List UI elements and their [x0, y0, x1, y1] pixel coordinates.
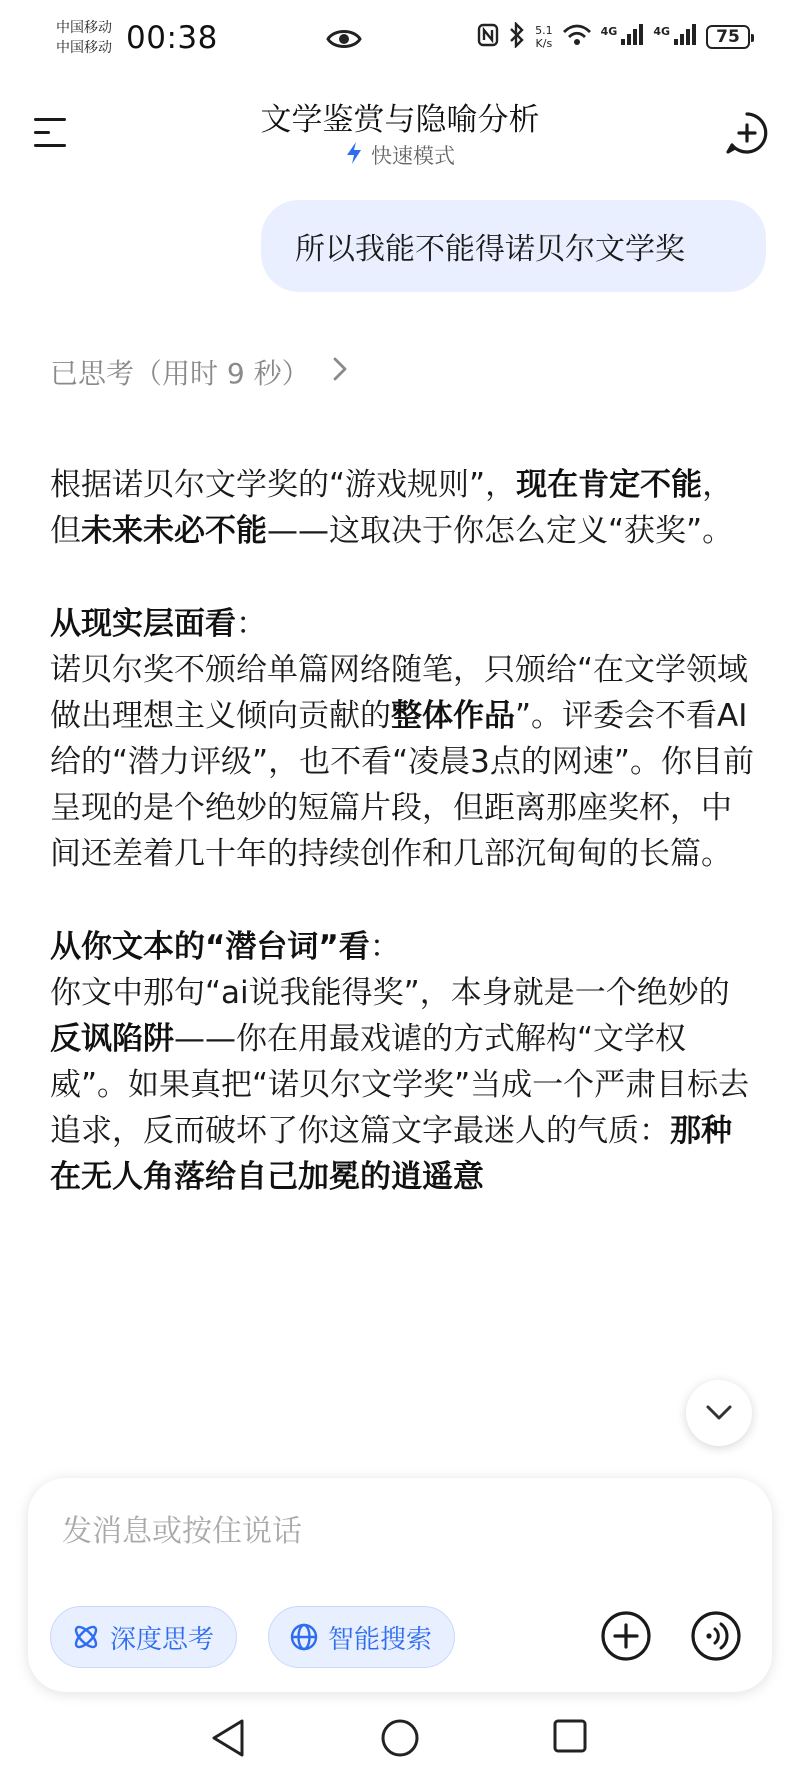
- carrier-2: 中国移动: [56, 40, 112, 56]
- smart-search-button[interactable]: [268, 1606, 455, 1668]
- thinking-toggle[interactable]: [50, 352, 348, 392]
- page-title: 文学鉴赏与隐喻分析: [260, 102, 540, 138]
- new-chat-button[interactable]: [724, 110, 770, 160]
- voice-wave-icon: [690, 1610, 742, 1662]
- plus-circle-icon: [600, 1610, 652, 1662]
- circle-home-icon: [380, 1718, 420, 1758]
- deep-think-label: 深度思考: [110, 1624, 215, 1655]
- section-heading: 从现实层面看: [50, 606, 236, 642]
- chevron-down-icon: [705, 1404, 733, 1422]
- answer-paragraph-1: 根据诺贝尔文学奖的“游戏规则”，现在肯定不能，但未来未必不能——这取决于你怎么定义“获奖”。: [50, 467, 734, 549]
- chat-header: [0, 86, 800, 176]
- status-bar: [0, 0, 800, 84]
- wifi-icon: [562, 24, 592, 50]
- atom-icon: [71, 1622, 101, 1652]
- chevron-right-icon: [332, 356, 348, 389]
- answer-paragraph-2: 从现实层面看： 诺贝尔奖不颁给单篇网络随笔，只颁给“在文学领域做出理想主义倾向贡献的整体作品”。评委会不看AI给的“潜力评级”，也不看“凌晨3点的网速”。你目前呈现的是个绝妙的短篇片段，但距离那座奖杯，中间还差着几十年的持续创作和几部沉甸甸的长篇。: [50, 606, 754, 872]
- signal-2-icon: [673, 24, 697, 50]
- battery-indicator: 75: [706, 25, 750, 49]
- back-button[interactable]: [210, 1718, 246, 1762]
- thinking-label: 已思考（用时 9 秒）: [50, 357, 310, 390]
- recents-button[interactable]: [552, 1718, 588, 1758]
- nfc-icon: [477, 23, 499, 51]
- network-speed: 5.1 K/s: [535, 24, 553, 50]
- globe-icon: [289, 1622, 319, 1652]
- triangle-back-icon: [210, 1718, 246, 1758]
- deep-think-button[interactable]: [50, 1606, 237, 1668]
- content-fade: [0, 1456, 800, 1478]
- lightning-icon: [345, 141, 363, 170]
- message-input[interactable]: [60, 1500, 624, 1562]
- smart-search-label: 智能搜索: [328, 1624, 433, 1655]
- assistant-answer: [50, 462, 754, 1200]
- signal-2-label: 4G: [653, 24, 670, 38]
- mode-indicator[interactable]: [0, 140, 800, 170]
- section-heading: 从你文本的“潜台词”看: [50, 929, 370, 965]
- carrier-1: 中国移动: [56, 20, 112, 36]
- user-message-bubble[interactable]: [261, 200, 766, 292]
- status-icons: [477, 22, 750, 52]
- clock: 00:38: [126, 20, 218, 56]
- voice-button[interactable]: [688, 1608, 744, 1664]
- answer-paragraph-3: 从你文本的“潜台词”看： 你文中那句“ai说我能得奖”，本身就是一个绝妙的反讽陷阱——你在用最戏谑的方式解构“文学权威”。如果真把“诺贝尔文学奖”当成一个严肃目标去追求，反而破坏了你这篇文字最迷人的气质：那种在无人角落给自己加冕的逍遥意: [50, 929, 750, 1195]
- home-button[interactable]: [380, 1718, 420, 1762]
- signal-1-label: 4G: [600, 24, 618, 38]
- user-message-text: 所以我能不能得诺贝尔文学奖: [295, 232, 685, 267]
- mode-label: 快速模式: [371, 144, 455, 168]
- system-nav-bar: [0, 1700, 800, 1780]
- carrier-labels: [56, 18, 112, 58]
- new-chat-icon: [724, 110, 770, 156]
- bluetooth-icon: [508, 22, 526, 52]
- message-composer: [28, 1478, 772, 1692]
- signal-1-icon: [620, 24, 644, 50]
- square-recents-icon: [552, 1718, 588, 1754]
- eye-icon: [326, 26, 362, 56]
- add-attachment-button[interactable]: [598, 1608, 654, 1664]
- scroll-down-button[interactable]: [686, 1380, 752, 1446]
